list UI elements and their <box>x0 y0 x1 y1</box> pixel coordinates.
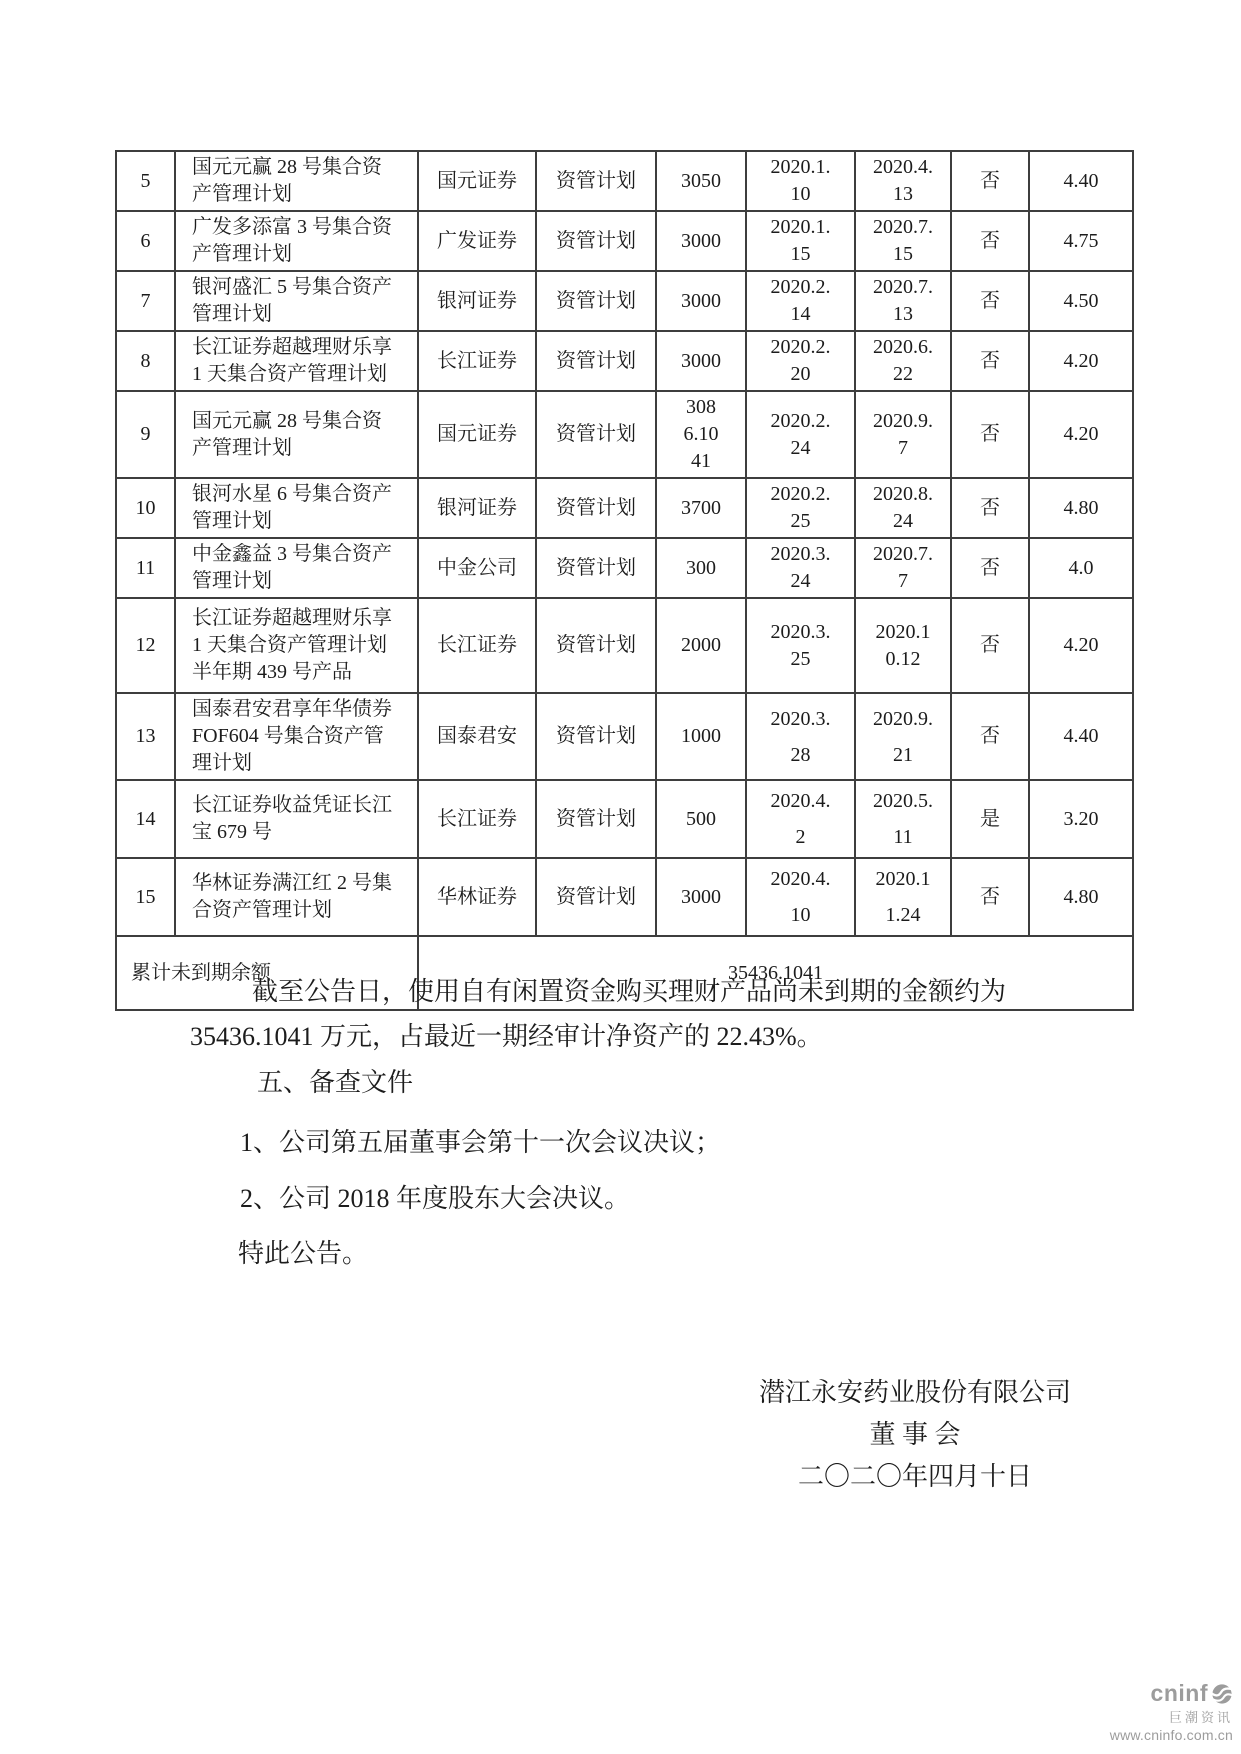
cell-amount-wan-yuan: 3700 <box>656 478 746 538</box>
cell-amount-wan-yuan: 3050 <box>656 151 746 211</box>
paragraph-unexpired-amount-line2: 35436.1041 万元，占最近一期经审计净资产的 22.43%。 <box>190 1022 823 1051</box>
cninfo-url: www.cninfo.com.cn <box>1109 1727 1233 1743</box>
cell-start-date: 2020.2.14 <box>746 271 855 331</box>
cell-row-number: 15 <box>116 858 175 936</box>
wealth-products-table <box>115 150 1134 1011</box>
cell-row-number: 10 <box>116 478 175 538</box>
cell-product-type: 资管计划 <box>536 780 656 858</box>
cell-maturity-date: 2020.4.13 <box>855 151 951 211</box>
table-row <box>116 211 1133 271</box>
cell-trustee-name: 广发证券 <box>418 211 536 271</box>
paragraph-unexpired-amount-line1: 截至公告日，使用自有闲置资金购买理财产品尚未到期的金额约为 <box>252 977 1007 1006</box>
cell-annualized-yield: 4.80 <box>1029 858 1133 936</box>
cell-trustee-name: 华林证券 <box>418 858 536 936</box>
table-row <box>116 693 1133 780</box>
cell-redeemed-flag: 否 <box>951 858 1029 936</box>
cell-redeemed-flag: 否 <box>951 538 1029 598</box>
cell-maturity-date: 2020.9.21 <box>855 693 951 780</box>
cell-maturity-date: 2020.10.12 <box>855 598 951 693</box>
cell-trustee-name: 银河证券 <box>418 271 536 331</box>
cell-product-name: 华林证券满江红 2 号集合资产管理计划 <box>175 858 418 936</box>
cell-product-name: 国泰君安君享年华债券 FOF604 号集合资产管理计划 <box>175 693 418 780</box>
table-row <box>116 151 1133 211</box>
cell-product-type: 资管计划 <box>536 271 656 331</box>
company-name: 潜江永安药业股份有限公司 <box>758 1378 1071 1407</box>
cell-row-number: 13 <box>116 693 175 780</box>
cell-trustee-name: 长江证券 <box>418 780 536 858</box>
cell-annualized-yield: 3.20 <box>1029 780 1133 858</box>
cell-amount-wan-yuan: 3000 <box>656 271 746 331</box>
cell-product-name: 银河水星 6 号集合资产管理计划 <box>175 478 418 538</box>
cell-start-date: 2020.2.24 <box>746 391 855 478</box>
cell-product-type: 资管计划 <box>536 478 656 538</box>
cell-row-number: 9 <box>116 391 175 478</box>
cell-product-name: 长江证券收益凭证长江宝 679 号 <box>175 780 418 858</box>
cell-annualized-yield: 4.40 <box>1029 151 1133 211</box>
cell-product-name: 银河盛汇 5 号集合资产管理计划 <box>175 271 418 331</box>
cell-redeemed-flag: 否 <box>951 693 1029 780</box>
cell-start-date: 2020.1.10 <box>746 151 855 211</box>
table-row <box>116 271 1133 331</box>
board-of-directors-line: 董 事 会 <box>869 1420 961 1449</box>
cell-start-date: 2020.4.2 <box>746 780 855 858</box>
cell-annualized-yield: 4.20 <box>1029 391 1133 478</box>
table-row <box>116 331 1133 391</box>
signature-block <box>700 1372 1130 1498</box>
cell-amount-wan-yuan: 1000 <box>656 693 746 780</box>
cell-amount-wan-yuan: 3086.1041 <box>656 391 746 478</box>
cell-product-name: 长江证券超越理财乐享 1 天集合资产管理计划半年期 439 号产品 <box>175 598 418 693</box>
cell-annualized-yield: 4.75 <box>1029 211 1133 271</box>
table-row <box>116 538 1133 598</box>
table-row <box>116 858 1133 936</box>
cell-trustee-name: 银河证券 <box>418 478 536 538</box>
cell-redeemed-flag: 否 <box>951 391 1029 478</box>
cninfo-logo-row <box>1110 1682 1233 1705</box>
cell-start-date: 2020.3.28 <box>746 693 855 780</box>
cell-redeemed-flag: 否 <box>951 331 1029 391</box>
cell-redeemed-flag: 否 <box>951 598 1029 693</box>
table-row <box>116 478 1133 538</box>
cell-product-type: 资管计划 <box>536 598 656 693</box>
reference-document-item-2: 2、公司 2018 年度股东大会决议。 <box>240 1184 631 1213</box>
cell-annualized-yield: 4.50 <box>1029 271 1133 331</box>
cell-redeemed-flag: 是 <box>951 780 1029 858</box>
cell-trustee-name: 中金公司 <box>418 538 536 598</box>
cell-annualized-yield: 4.20 <box>1029 598 1133 693</box>
table-row <box>116 391 1133 478</box>
cell-annualized-yield: 4.40 <box>1029 693 1133 780</box>
cell-maturity-date: 2020.7.7 <box>855 538 951 598</box>
cell-product-type: 资管计划 <box>536 151 656 211</box>
cell-row-number: 11 <box>116 538 175 598</box>
cninfo-logo <box>1110 1682 1233 1743</box>
summary-label-cell: 累计未到期余额 <box>116 936 418 1010</box>
cell-product-type: 资管计划 <box>536 391 656 478</box>
reference-document-item-1: 1、公司第五届董事会第十一次会议决议； <box>240 1128 722 1157</box>
cell-redeemed-flag: 否 <box>951 211 1029 271</box>
cell-product-name: 长江证券超越理财乐享 1 天集合资产管理计划 <box>175 331 418 391</box>
cninfo-swirl-icon <box>1211 1683 1233 1705</box>
cell-maturity-date: 2020.6.22 <box>855 331 951 391</box>
cell-product-name: 中金鑫益 3 号集合资产管理计划 <box>175 538 418 598</box>
cell-start-date: 2020.2.25 <box>746 478 855 538</box>
cell-start-date: 2020.1.15 <box>746 211 855 271</box>
cell-annualized-yield: 4.20 <box>1029 331 1133 391</box>
cell-row-number: 12 <box>116 598 175 693</box>
cell-redeemed-flag: 否 <box>951 151 1029 211</box>
cell-row-number: 5 <box>116 151 175 211</box>
cell-trustee-name: 国泰君安 <box>418 693 536 780</box>
cell-maturity-date: 2020.7.13 <box>855 271 951 331</box>
table-row <box>116 780 1133 858</box>
cell-start-date: 2020.4.10 <box>746 858 855 936</box>
cell-trustee-name: 国元证券 <box>418 151 536 211</box>
cell-trustee-name: 长江证券 <box>418 331 536 391</box>
cell-product-type: 资管计划 <box>536 211 656 271</box>
cell-row-number: 8 <box>116 331 175 391</box>
cell-annualized-yield: 4.80 <box>1029 478 1133 538</box>
cninfo-logo-text: cninf <box>1150 1680 1208 1706</box>
cell-amount-wan-yuan: 3000 <box>656 858 746 936</box>
cell-redeemed-flag: 否 <box>951 271 1029 331</box>
cell-maturity-date: 2020.7.15 <box>855 211 951 271</box>
cell-start-date: 2020.3.24 <box>746 538 855 598</box>
summary-value-cell: 35436.1041 <box>418 936 1133 1010</box>
cell-maturity-date: 2020.8.24 <box>855 478 951 538</box>
cell-product-name: 国元元赢 28 号集合资产管理计划 <box>175 151 418 211</box>
cell-product-type: 资管计划 <box>536 331 656 391</box>
cell-row-number: 14 <box>116 780 175 858</box>
cell-row-number: 6 <box>116 211 175 271</box>
cell-amount-wan-yuan: 2000 <box>656 598 746 693</box>
cell-amount-wan-yuan: 3000 <box>656 331 746 391</box>
cell-amount-wan-yuan: 300 <box>656 538 746 598</box>
section-heading-reference-documents: 五、备查文件 <box>257 1068 414 1097</box>
cell-product-type: 资管计划 <box>536 693 656 780</box>
cell-redeemed-flag: 否 <box>951 478 1029 538</box>
cell-trustee-name: 国元证券 <box>418 391 536 478</box>
cell-start-date: 2020.3.25 <box>746 598 855 693</box>
cell-annualized-yield: 4.0 <box>1029 538 1133 598</box>
closing-statement: 特此公告。 <box>238 1239 369 1268</box>
signature-date: 二〇二〇年四月十日 <box>797 1462 1032 1491</box>
cell-maturity-date: 2020.11.24 <box>855 858 951 936</box>
cell-maturity-date: 2020.9.7 <box>855 391 951 478</box>
cell-trustee-name: 长江证券 <box>418 598 536 693</box>
cell-row-number: 7 <box>116 271 175 331</box>
cell-product-type: 资管计划 <box>536 858 656 936</box>
cell-product-name: 广发多添富 3 号集合资产管理计划 <box>175 211 418 271</box>
cell-amount-wan-yuan: 500 <box>656 780 746 858</box>
cell-amount-wan-yuan: 3000 <box>656 211 746 271</box>
cell-product-name: 国元元赢 28 号集合资产管理计划 <box>175 391 418 478</box>
cninfo-chinese-name: 巨潮资讯 <box>1168 1710 1233 1725</box>
cell-product-type: 资管计划 <box>536 538 656 598</box>
cell-maturity-date: 2020.5.11 <box>855 780 951 858</box>
cell-start-date: 2020.2.20 <box>746 331 855 391</box>
table-row <box>116 598 1133 693</box>
